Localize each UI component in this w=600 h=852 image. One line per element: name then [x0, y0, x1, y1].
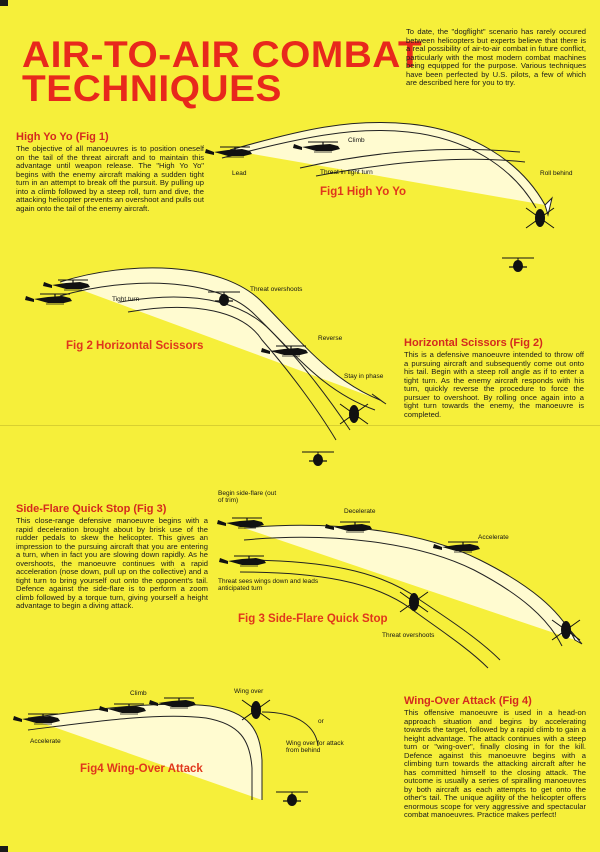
fig1-roll-heli	[526, 208, 554, 228]
fig3-heli-1	[217, 518, 264, 528]
fig3-label-begin: Begin side-flare (out of trim)	[218, 490, 277, 504]
fig3-label-threat-sees: Threat sees wings down and leads anticipated turn	[218, 578, 319, 592]
fig1-label-threat: Threat in tight turn	[320, 169, 373, 176]
fig2-heli-2	[25, 294, 72, 304]
high-yo-yo-text: The objective of all manoeuvres is to position oneself on the tail of the threat aircraft and to maintain this advantage until weapon release. The "High Yo Yo" begins with the enemy aircraft making a sudden tight turn in an attempt to break off the pursuit. By pulling up into a climb followed by a steep roll, turn and dive, the attacking helicopter prevents an overshoot and pulls out again onto the tail of the enemy aircraft.	[16, 144, 204, 213]
fig3-label-decelerate: Decelerate	[344, 508, 376, 515]
fig4-label-accelerate: Accelerate	[30, 738, 61, 745]
title-line-1: AIR-TO-AIR COMBAT	[22, 34, 423, 75]
fig1-label-roll: Roll behind	[540, 170, 573, 177]
fig1-label-lead: Lead	[232, 170, 247, 177]
side-flare-heading: Side-Flare Quick Stop (Fig 3)	[16, 503, 167, 515]
fig2-label-overshoots: Threat overshoots	[250, 286, 303, 293]
fig2-heli-5	[340, 404, 368, 424]
fig2-diagram	[60, 268, 386, 440]
wing-over-text: This offensive manoeuvre is used in a head-on approach situation and begins by accelerating towards the target, followed by a rapid climb to gain a height advantage. The attack continues with a steep turn or "wing-over", finally closing in for the kill. Defence against this manoeuvre begins with a climbing turn towards the attacking aircraft after he has committed himself to the closing attack. The outcome is usually a series of spiralling manoeuvres by both aircraft as each attempts to get onto the other's tail. The unique agility of the helicopter offers enormous scope for very aggressive and spectacular combat manoeuvres. Practice makes perfect!	[404, 708, 586, 819]
fig3-heli-4	[219, 556, 266, 566]
fig4-diagram	[28, 704, 318, 800]
wing-over-heading: Wing-Over Attack (Fig 4)	[404, 695, 532, 707]
intro-text: To date, the "dogflight" scenario has rarely occured between helicopters but experts believe that there is a real possibility of air-to-air combat in future conflict, particularly with the most modern combat machines being equipped for the purpose. Various techniques have been perfected by U.S. pilots, a few of which are described here for you to try.	[406, 27, 586, 87]
fig2-label-stay: Stay in phase	[344, 373, 384, 380]
fig4-label-wing-over-behind: Wing over for attack from behind	[286, 740, 344, 754]
fig2-caption: Fig 2 Horizontal Scissors	[66, 340, 204, 352]
fig4-caption: Fig4 Wing-Over Attack	[80, 763, 203, 775]
high-yo-yo-heading: High Yo Yo (Fig 1)	[16, 131, 109, 143]
fig4-heli-5	[276, 792, 308, 806]
fig1-diagram	[222, 122, 552, 215]
horizontal-scissors-heading: Horizontal Scissors (Fig 2)	[404, 337, 543, 349]
title-line-2: TECHNIQUES	[22, 68, 282, 109]
fig4-label-or: or	[318, 718, 324, 725]
fig2-heli-6	[302, 452, 334, 466]
fig2-label-reverse: Reverse	[318, 335, 343, 342]
fig3-label-overshoots: Threat overshoots	[382, 632, 435, 639]
fig1-label-climb: Climb	[348, 137, 365, 144]
fig3-caption: Fig 3 Side-Flare Quick Stop	[238, 613, 388, 625]
side-flare-text: This close-range defensive manoeuvre begins with a rapid deceleration brought about by brisk use of the rudder pedals to skew the helicopter. This gives an impression to the pursuing aircraft that you are entering a turn, when in fact you are slowing down rapidly. As he overshoots, the manoeuvre continues with a rapid acceleration (nose down, pull up on the collective) and a tight turn to bring yourself out onto the opponent's tail. Defence against the side-flare is to perform a zoom climb followed by a torque turn, giving yourself a height advantage to begin a diving attack.	[16, 516, 208, 610]
fig1-caption: Fig1 High Yo Yo	[320, 186, 407, 198]
horizontal-scissors-text: This is a defensive manoeuvre intended to throw off a pursuing aircraft and subsequently come out onto his tail. Begin with a steep roll angle as if to enter a tight turn. As the enemy aircraft responds with his turn, quickly reverse the procedure to force the pursuer to overshoot. By rolling once again into a tight turn towards the enemy, the manoeuvre is completed.	[404, 350, 584, 419]
fig2-label-tight-turn: Tight turn	[112, 296, 140, 303]
fig1-threat-heli	[502, 258, 534, 272]
fig3-label-accelerate: Accelerate	[478, 534, 509, 541]
fig4-heli-4	[242, 700, 270, 720]
fig4-label-wing-over: Wing over	[234, 688, 264, 695]
fig4-label-climb: Climb	[130, 690, 147, 697]
